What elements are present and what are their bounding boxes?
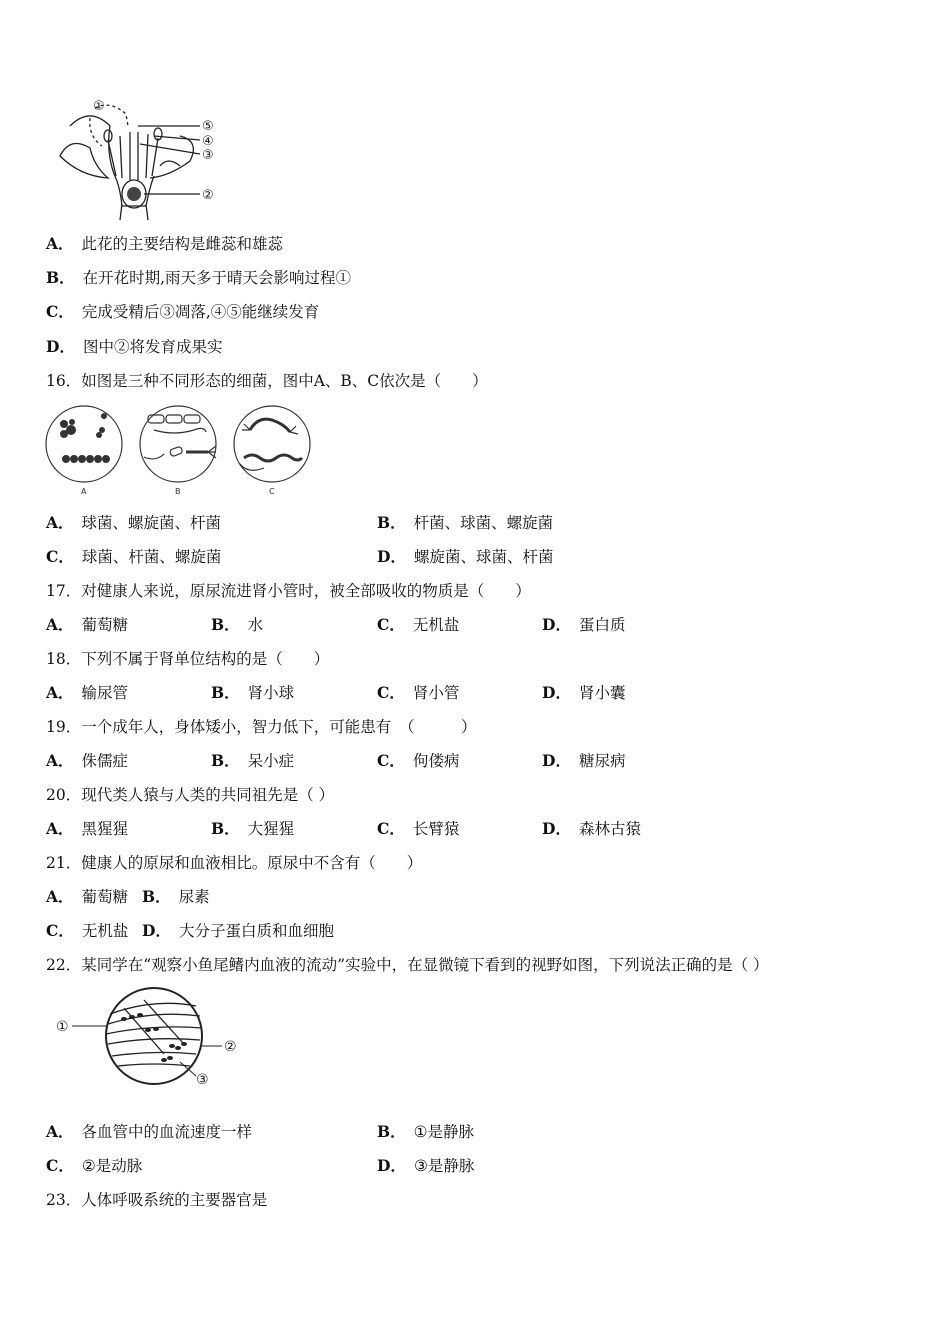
blood-label-1: ① <box>56 1019 69 1035</box>
q22-option-b[interactable]: B． ①是静脉 <box>377 1122 475 1141</box>
q22-option-d[interactable]: D． ③是静脉 <box>377 1156 475 1175</box>
q20-option-c[interactable]: C． 长臂猿 <box>377 819 460 838</box>
q18-stem: 18．下列不属于肾单位结构的是（ ） <box>46 650 330 668</box>
q19-option-b[interactable]: B． 呆小症 <box>211 751 295 770</box>
q16-option-d[interactable]: D． 螺旋菌、球菌、杆菌 <box>377 547 554 566</box>
q18-option-b[interactable]: B． 肾小球 <box>211 683 295 702</box>
flower-label-4: ④ <box>202 134 214 149</box>
q21-option-d[interactable]: D． 大分子蛋白质和血细胞 <box>142 921 334 940</box>
q21-option-b[interactable]: B． 尿素 <box>142 887 210 906</box>
q20-option-d[interactable]: D． 森林古猿 <box>542 819 641 838</box>
q17-option-b[interactable]: B． 水 <box>211 615 264 634</box>
q15-option-b[interactable]: B． 在开花时期,雨天多于晴天会影响过程① <box>46 268 352 287</box>
flower-structure-figure <box>50 96 230 224</box>
q17-option-c[interactable]: C． 无机盐 <box>377 615 460 634</box>
q16-option-a[interactable]: A． 球菌、螺旋菌、杆菌 <box>46 513 222 532</box>
q22-option-c[interactable]: C． ②是动脉 <box>46 1156 143 1175</box>
q20-option-a[interactable]: A． 黑猩猩 <box>46 819 129 838</box>
blood-label-3: ③ <box>196 1072 209 1088</box>
q19-option-d[interactable]: D． 糖尿病 <box>542 751 626 770</box>
q20-stem: 20．现代类人猿与人类的共同祖先是（ ） <box>46 786 335 804</box>
bacteria-figure <box>44 402 318 500</box>
q23-stem: 23．人体呼吸系统的主要器官是 <box>46 1191 268 1209</box>
q15-option-d[interactable]: D． 图中②将发育成果实 <box>46 337 223 356</box>
q15-option-a[interactable]: A． 此花的主要结构是雌蕊和雄蕊 <box>46 234 284 253</box>
bacteria-label-c: C <box>269 487 275 496</box>
flower-label-3: ③ <box>202 148 214 163</box>
q18-option-a[interactable]: A． 输尿管 <box>46 683 129 702</box>
blood-label-2: ② <box>224 1039 237 1055</box>
flower-label-2: ② <box>202 188 214 203</box>
q17-option-d[interactable]: D． 蛋白质 <box>542 615 626 634</box>
blood-flow-figure <box>44 984 244 1092</box>
bacteria-label-a: A <box>81 487 87 496</box>
q20-option-b[interactable]: B． 大猩猩 <box>211 819 295 838</box>
flower-label-1: ① <box>93 99 105 114</box>
q22-option-a[interactable]: A． 各血管中的血流速度一样 <box>46 1122 253 1141</box>
q18-option-d[interactable]: D． 肾小囊 <box>542 683 626 702</box>
q16-option-b[interactable]: B． 杆菌、球菌、螺旋菌 <box>377 513 554 532</box>
q21-option-c[interactable]: C． 无机盐 <box>46 921 129 940</box>
bacteria-label-b: B <box>175 487 181 496</box>
q18-option-c[interactable]: C． 肾小管 <box>377 683 460 702</box>
flower-label-5: ⑤ <box>202 119 214 134</box>
q19-option-a[interactable]: A． 侏儒症 <box>46 751 129 770</box>
q17-stem: 17．对健康人来说，原尿流进肾小管时，被全部吸收的物质是（ ） <box>46 582 531 600</box>
q19-option-c[interactable]: C． 佝偻病 <box>377 751 460 770</box>
q22-stem: 22．某同学在“观察小鱼尾鳍内血液的流动”实验中，在显微镜下看到的视野如图，下列说法正确的是（ ） <box>46 956 769 974</box>
q17-option-a[interactable]: A． 葡萄糖 <box>46 615 129 634</box>
q15-option-c[interactable]: C． 完成受精后③凋落,④⑤能继续发育 <box>46 302 320 321</box>
q21-stem: 21．健康人的原尿和血液相比。原尿中不含有（ ） <box>46 854 423 872</box>
q19-stem: 19．一个成年人，身体矮小，智力低下，可能患有 （ ） <box>46 718 477 736</box>
q21-option-a[interactable]: A． 葡萄糖 <box>46 887 129 906</box>
q16-option-c[interactable]: C． 球菌、杆菌、螺旋菌 <box>46 547 222 566</box>
q16-stem: 16．如图是三种不同形态的细菌，图中A、B、C依次是（ ） <box>46 372 488 390</box>
